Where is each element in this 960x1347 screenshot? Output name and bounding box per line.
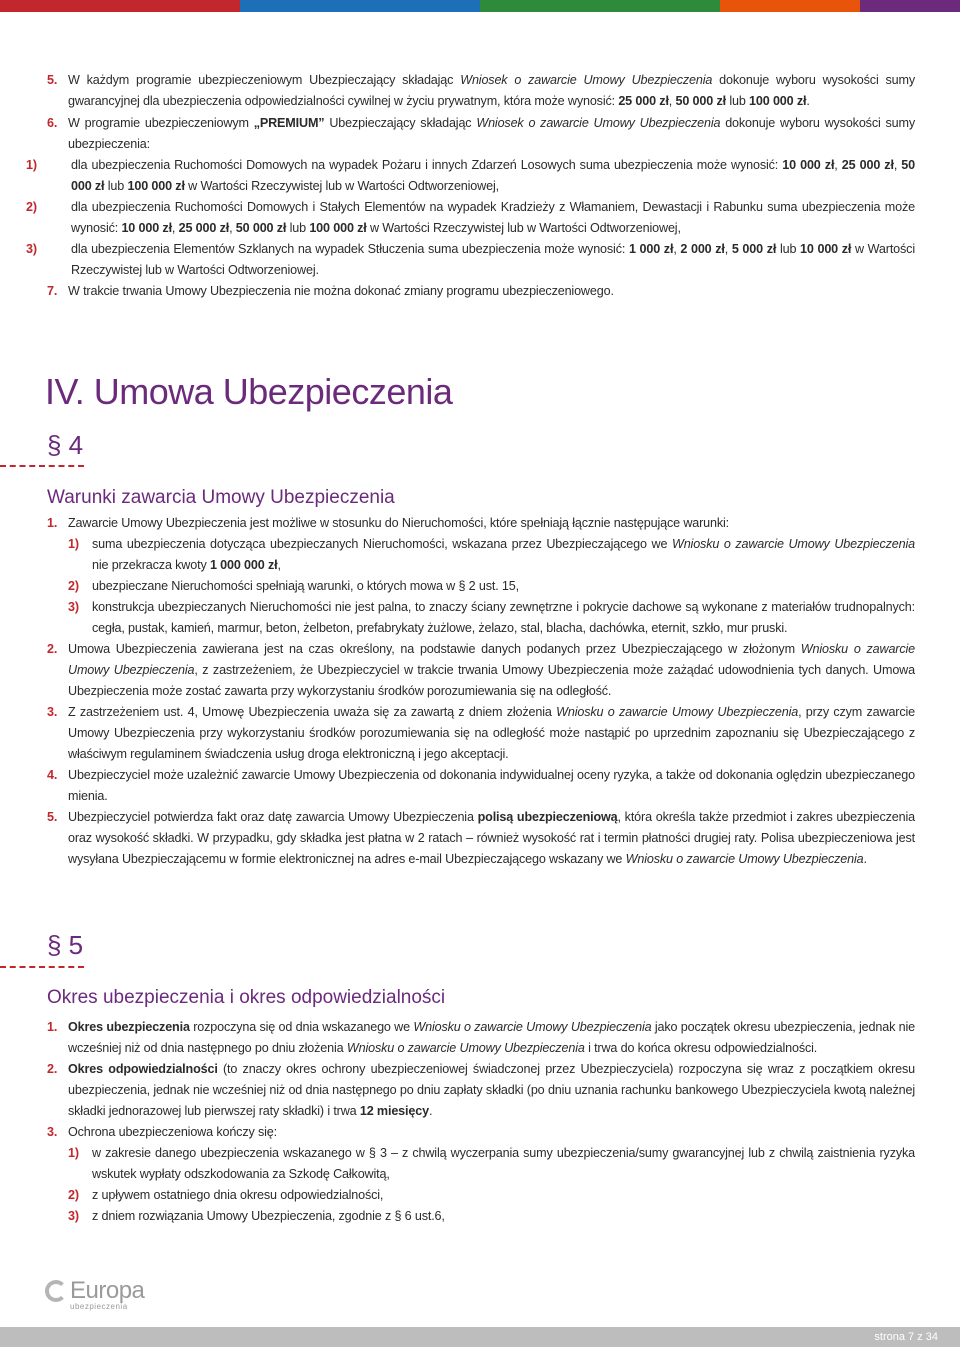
- intro-item-6: [47, 113, 915, 155]
- text: (to znaczy okres ochrony ubezpieczeniowej świadczonej przez Ubezpieczyciela) rozpoczyna się wraz z początkiem okresu ubezpieczenia, jednak nie wcześniej niż od dnia następnego po dniu zapłaty składki (po dniu uznania rachunku bankowego Ubezpieczyciela kwotą należnej składki jednorazowej lub pierwszej raty składki) i trwa: [68, 1062, 916, 1118]
- text: jako początek okresu ubezpieczenia, jednak nie wcześniej niż od dnia następnego po dniu złożenia: [68, 1020, 915, 1055]
- section-4-symbol: § 4: [47, 430, 84, 460]
- text: ubezpieczane Nieruchomości spełniają warunki, o których mowa w § 2 ust. 15,: [92, 579, 519, 593]
- topbar-segment-orange: [720, 0, 860, 12]
- text: ,: [171, 221, 179, 235]
- subitem-number: 1): [68, 1146, 79, 1160]
- europa-logo: [45, 1278, 144, 1311]
- amount: 5 000 zł: [731, 242, 777, 256]
- text: W programie ubezpieczeniowym: [68, 116, 254, 130]
- amount: 10 000 zł: [121, 221, 172, 235]
- sec5-item-1: [47, 1017, 915, 1059]
- top-color-bar: [0, 0, 960, 12]
- page-footer: [0, 1327, 960, 1347]
- amount: 100 000 zł: [127, 179, 185, 193]
- sec4-item-2: [47, 639, 915, 702]
- intro-item-6-sub-1: [26, 155, 915, 197]
- text: dla ubezpieczenia Ruchomości Domowych i Stałych Elementów na wypadek Kradzieży z Włamaniem, Dewastacji i Rabunku suma ubezpieczenia może wynosić:: [71, 200, 915, 235]
- text: w Wartości Rzeczywistej lub w Wartości Odtworzeniowej.: [71, 242, 915, 277]
- amount: 25 000 zł: [841, 158, 894, 172]
- section-4-heading: Warunki zawarcia Umowy Ubezpieczenia: [47, 487, 395, 508]
- subitem-number: 2): [68, 579, 79, 593]
- amount: 50 000 zł: [235, 221, 287, 235]
- chapter-title: IV. Umowa Ubezpieczenia: [45, 371, 453, 412]
- topbar-segment-red: [0, 0, 240, 12]
- text-italic: Wniosku o zawarcie Umowy Ubezpieczenia: [413, 1020, 652, 1034]
- intro-section: [26, 70, 916, 302]
- sec4-item-1-sub-1: [47, 534, 915, 576]
- sec4-item-1: [47, 513, 915, 534]
- text: .: [863, 852, 867, 866]
- text: Ubezpieczający składając: [324, 116, 477, 130]
- text: rozpoczyna się od dnia wskazanego we: [189, 1020, 414, 1034]
- text: .: [806, 94, 810, 108]
- europa-logo-icon: [45, 1280, 67, 1302]
- text: dla ubezpieczenia Elementów Szklanych na wypadek Stłuczenia suma ubezpieczenia może wynosić:: [71, 242, 629, 256]
- text: Zawarcie Umowy Ubezpieczenia jest możliwe w stosunku do Nieruchomości, które spełniają łącznie następujące warunki:: [68, 516, 730, 530]
- amount: 10 000 zł: [800, 242, 852, 256]
- text-italic: Wniosek o zawarcie Umowy Ubezpieczenia: [476, 116, 721, 130]
- section-4-divider: [0, 465, 84, 467]
- text: lub: [286, 221, 310, 235]
- amount: 1 000 zł: [628, 242, 674, 256]
- text: Ochrona ubezpieczeniowa kończy się:: [68, 1125, 277, 1139]
- item-number: 4.: [47, 768, 58, 782]
- text: , przy czym zawarcie Umowy Ubezpieczenia przy wykorzystaniu środków porozumiewania się na odległość może nastąpić po uprzednim zapoznaniu się Ubezpieczającego z właściwym regulaminem świadczenia usług droga elektroniczną i jego akceptacji.: [68, 705, 915, 761]
- amount: 50 000 zł: [675, 94, 726, 108]
- subitem-number: 3): [68, 1209, 79, 1223]
- topbar-segment-green: [480, 0, 720, 12]
- text: ,: [724, 242, 732, 256]
- text-bold: Okres ubezpieczenia: [68, 1020, 190, 1034]
- sec5-item-3-sub-3: [47, 1206, 915, 1227]
- sec5-item-3-sub-2: [47, 1185, 915, 1206]
- text: lub: [104, 179, 128, 193]
- text: dokonuje wyboru wysokości sumy ubezpieczenia:: [68, 116, 915, 151]
- item-number: 1.: [47, 516, 58, 530]
- amount: 100 000 zł: [309, 221, 367, 235]
- item-number: 3.: [47, 1125, 58, 1139]
- item-number: 2.: [47, 1062, 58, 1076]
- sec5-item-2: [47, 1059, 915, 1122]
- text: w zakresie danego ubezpieczenia wskazanego w § 3 – z chwilą wyczerpania sumy ubezpieczenia/sumy gwarancyjnej lub z chwilą zaistnienia ryzyka wskutek wypłaty odszkodowania za Szkodę Całkowitą,: [92, 1146, 915, 1181]
- sec4-item-1-sub-3: [47, 597, 915, 639]
- text: .: [428, 1104, 433, 1118]
- amount: 100 000 zł: [749, 94, 807, 108]
- text: Ubezpieczyciel potwierdza fakt oraz datę zawarcia Umowy Ubezpieczenia: [68, 810, 478, 824]
- subitem-number: 2): [26, 200, 37, 214]
- intro-item-5: [47, 70, 915, 112]
- item-number: 7.: [47, 284, 58, 298]
- sec4-item-4: [47, 765, 915, 807]
- item-number: 3.: [47, 705, 58, 719]
- item-number: 6.: [47, 116, 58, 130]
- text: , która określa także przedmiot i zakres ubezpieczenia oraz wysokość składki. W przypadku, gdy składka jest płatna w 2 ratach – również wysokość rat i termin płatności drugiej raty. Polisa ubezpieczeniowa jest wysyłana Ubezpieczającemu w formie elektronicznej na adres e-mail Ubezpieczającego wskazany we: [68, 810, 915, 866]
- section-5-heading: Okres ubezpieczenia i okres odpowiedzialności: [47, 987, 446, 1008]
- text-italic: Wniosku o zawarcie Umowy Ubezpieczenia: [346, 1041, 585, 1055]
- text-italic: Wniosku o zawarcie Umowy Ubezpieczenia: [68, 642, 915, 677]
- amount: 2 000 zł: [680, 242, 725, 256]
- section-5-body: [47, 1017, 915, 1227]
- section-5-divider: [0, 966, 84, 968]
- text: ,: [229, 221, 236, 235]
- text: Umowa Ubezpieczenia zawierana jest na czas określony, na podstawie danych podanych przez Ubezpieczającego w złożonym: [68, 642, 801, 656]
- text-italic: Wniosek o zawarcie Umowy Ubezpieczenia: [460, 73, 713, 87]
- subitem-number: 3): [26, 242, 37, 256]
- text: ,: [673, 242, 681, 256]
- text: w Wartości Rzeczywistej lub w Wartości Odtworzeniowej,: [366, 221, 681, 235]
- sec4-item-3: [47, 702, 915, 765]
- text: suma ubezpieczenia dotycząca ubezpieczanych Nieruchomości, wskazana przez Ubezpieczającego we: [92, 537, 672, 551]
- sec5-item-3-sub-1: [47, 1143, 915, 1185]
- text-bold: Okres odpowiedzialności: [68, 1062, 218, 1076]
- subitem-number: 1): [26, 158, 37, 172]
- topbar-segment-blue: [240, 0, 480, 12]
- text-bold: polisą ubezpieczeniową: [477, 810, 618, 824]
- text: i trwa do końca okresu odpowiedzialności.: [584, 1041, 818, 1055]
- sec4-item-1-sub-2: [47, 576, 915, 597]
- section-5-symbol: § 5: [47, 930, 84, 960]
- amount: 10 000 zł: [782, 158, 835, 172]
- text: dla ubezpieczenia Ruchomości Domowych na wypadek Pożaru i innych Zdarzeń Losowych suma ubezpieczenia może wynosić:: [71, 158, 783, 172]
- text: Z zastrzeżeniem ust. 4, Umowę Ubezpieczenia uważa się za zawartą z dniem złożenia: [68, 705, 557, 719]
- amount: 1 000 000 zł: [209, 558, 278, 572]
- text: z upływem ostatniego dnia okresu odpowiedzialności,: [92, 1188, 384, 1202]
- text: , z zastrzeżeniem, że Ubezpieczyciel w trakcie trwania Umowy Ubezpieczenia może zażądać udowodnienia tych danych. Umowa Ubezpieczenia może zostać zawarta przy wykorzystaniu środków porozumiewania się na odległość.: [68, 663, 915, 698]
- item-number: 5.: [47, 810, 58, 824]
- text: z dniem rozwiązania Umowy Ubezpieczenia, zgodnie z § 6 ust.6,: [92, 1209, 445, 1223]
- text-italic: Wniosku o zawarcie Umowy Ubezpieczenia: [556, 705, 799, 719]
- text-italic: Wniosku o zawarcie Umowy Ubezpieczenia: [625, 852, 864, 866]
- text: nie przekracza kwoty: [92, 558, 210, 572]
- amount: 25 000 zł: [618, 94, 669, 108]
- page-number: strona 7 z 34: [874, 1331, 938, 1343]
- amount: 50 000 zł: [71, 158, 916, 193]
- text-italic: Wniosku o zawarcie Umowy Ubezpieczenia: [671, 537, 915, 551]
- sec4-item-5: [47, 807, 915, 870]
- intro-item-6-sub-2: [26, 197, 915, 239]
- logo-word: Europa: [70, 1277, 145, 1304]
- text-bold: 12 miesięcy: [359, 1104, 429, 1118]
- item-number: 1.: [47, 1020, 58, 1034]
- text: W trakcie trwania Umowy Ubezpieczenia nie można dokonać zmiany programu ubezpieczeniowego.: [68, 284, 614, 298]
- subitem-number: 2): [68, 1188, 79, 1202]
- text: W każdym programie ubezpieczeniowym Ubezpieczający składając: [68, 73, 461, 87]
- intro-item-7: [47, 281, 915, 302]
- item-number: 2.: [47, 642, 58, 656]
- intro-item-6-sub-3: [26, 239, 915, 281]
- text: ,: [668, 94, 676, 108]
- text: konstrukcja ubezpieczanych Nieruchomości nie jest palna, to znaczy ściany zewnętrzne i pokrycie dachowe są wykonane z materiałów trudnopalnych: cegła, pustak, kamień, marmur, beton, żelbeton, prefabrykaty żużlowe, żelazo, stal, blacha, dachówka, eternit, szkło, mur pruski.: [92, 600, 915, 635]
- topbar-segment-purple: [860, 0, 960, 12]
- text: ,: [893, 158, 902, 172]
- amount: 25 000 zł: [178, 221, 230, 235]
- subitem-number: 1): [68, 537, 79, 551]
- text: ,: [834, 158, 842, 172]
- text: dokonuje wyboru wysokości sumy gwarancyjnej dla ubezpieczenia odpowiedzialności cywilnej w życiu prywatnym, która może wynosić:: [68, 73, 915, 108]
- logo-subtitle: ubezpieczenia: [70, 1302, 128, 1311]
- item-number: 5.: [47, 73, 58, 87]
- program-name: „PREMIUM”: [253, 116, 325, 130]
- section-4-body: [47, 513, 915, 870]
- text: lub: [776, 242, 801, 256]
- text: Ubezpieczyciel może uzależnić zawarcie Umowy Ubezpieczenia od dokonania indywidualnej oceny ryzyka, a także od dokonania oględzin ubezpieczanego mienia.: [68, 768, 915, 803]
- text: lub: [725, 94, 750, 108]
- text: w Wartości Rzeczywistej lub w Wartości Odtworzeniowej,: [184, 179, 499, 193]
- subitem-number: 3): [68, 600, 79, 614]
- sec5-item-3: [47, 1122, 915, 1143]
- text: ,: [277, 558, 281, 572]
